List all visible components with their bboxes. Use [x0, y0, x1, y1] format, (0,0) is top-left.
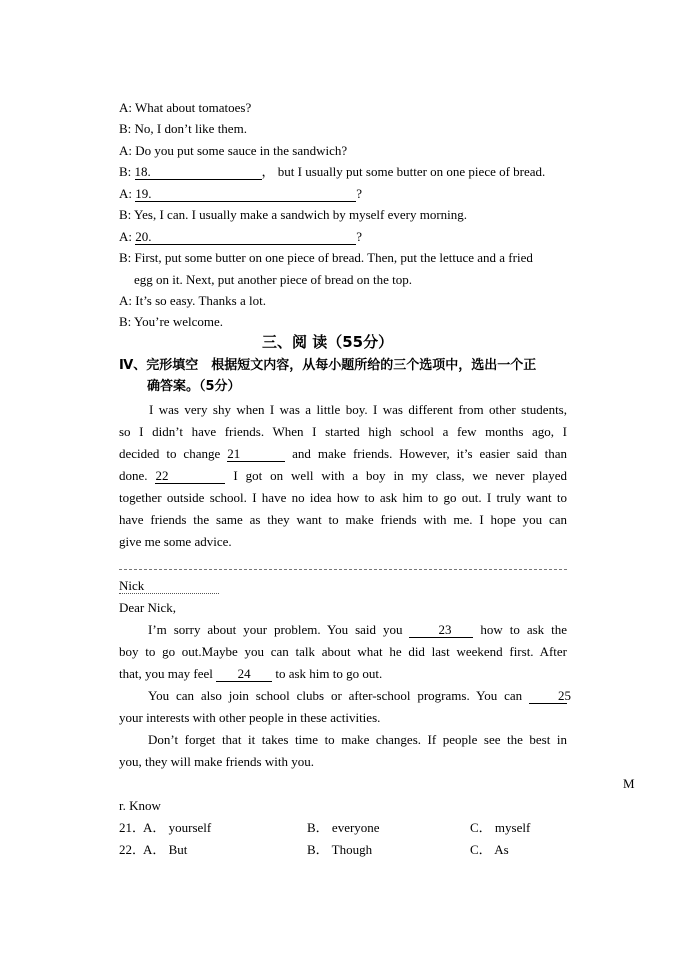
- dialogue-line-5: [119, 186, 362, 202]
- dialogue-line-8b: egg on it. Next, put another piece of bread on the top.: [134, 272, 412, 287]
- reply-line-1-post: how to ask the: [473, 622, 567, 637]
- option-c: C． myself: [470, 820, 531, 835]
- reply-line-4: [119, 688, 571, 704]
- dialogue-line-4-rest: ， but I usually put some butter on one piece of bread.: [261, 164, 546, 179]
- reply-line-1: [119, 622, 567, 638]
- reply-greeting: Dear Nick,: [119, 600, 177, 615]
- letter-line-3-pre: decided to change: [119, 446, 228, 461]
- section-4-instruction-1: Ⅳ、完形填空 根据短文内容，从每小题所给的三个选项中，选出一个正: [119, 358, 537, 373]
- reply-sign-rest: r. Know: [119, 798, 161, 813]
- blank-21: 21: [227, 447, 285, 462]
- question-mark: ?: [356, 186, 363, 201]
- letter-line-4-post: I got on well with a boy in my class, we never played: [225, 468, 567, 483]
- dialogue-line-2: B: No, I don’t like them.: [119, 121, 247, 136]
- letter-line-4: [119, 468, 567, 484]
- letter-line-7: give me some advice.: [119, 534, 232, 549]
- blank-25: 25: [529, 689, 567, 704]
- dashed-divider: [119, 569, 567, 570]
- letter-line-3-post: and make friends. However, it’s easier said than: [285, 446, 567, 461]
- question-mark: ?: [356, 229, 363, 244]
- option-b: B． Though: [307, 842, 373, 857]
- speaker-label: A:: [119, 229, 136, 244]
- signature-line: [119, 578, 219, 594]
- question-22: [119, 842, 509, 858]
- blank-24: 24: [216, 667, 272, 682]
- reply-line-7: you, they will make friends with you.: [119, 754, 314, 769]
- option-b: B． everyone: [307, 820, 380, 835]
- letter-line-5: together outside school. I have no idea how to ask him to go out. I truly want to: [119, 490, 567, 505]
- speaker-label: A:: [119, 186, 136, 201]
- reply-line-3: [119, 666, 382, 682]
- letter-line-3: [119, 446, 567, 462]
- blank-19: 19.: [135, 187, 356, 202]
- reply-line-3-post: to ask him to go out.: [272, 666, 383, 681]
- reply-line-3-pre: that, you may feel: [119, 666, 217, 681]
- dialogue-line-4: [119, 164, 545, 180]
- reply-line-4-pre: You can also join school clubs or after-school programs. You can: [148, 688, 529, 703]
- blank-18: 18.: [135, 165, 262, 180]
- letter-line-4-pre: done.: [119, 468, 156, 483]
- speaker-label: B:: [119, 164, 135, 179]
- dialogue-line-10: B: You’re welcome.: [119, 314, 223, 329]
- reply-line-2: boy to go out.Maybe you can talk about what he did last weekend first. After: [119, 644, 567, 659]
- dialogue-line-7: [119, 229, 362, 245]
- blank-20: 20.: [135, 230, 356, 245]
- section-4-instruction-2: 确答案。（5分）: [147, 379, 241, 394]
- reply-sign-m: M: [623, 776, 635, 791]
- signature-nick: Nick: [119, 579, 219, 594]
- reply-line-1-pre: I’m sorry about your problem. You said you: [148, 622, 410, 637]
- option-a: A． yourself: [143, 820, 212, 835]
- dialogue-line-6: B: Yes, I can. I usually make a sandwich by myself every morning.: [119, 207, 468, 222]
- blank-22: 22: [155, 469, 225, 484]
- reply-line-6: Don’t forget that it takes time to make changes. If people see the best in: [148, 732, 567, 747]
- question-number: 22．: [119, 842, 146, 857]
- dialogue-line-3: A: Do you put some sauce in the sandwich?: [119, 143, 348, 158]
- dialogue-line-1: A: What about tomatoes?: [119, 100, 252, 115]
- question-21: [119, 820, 530, 836]
- letter-line-1: I was very shy when I was a little boy. I was different from other students,: [149, 402, 567, 417]
- question-number: 21．: [119, 820, 146, 835]
- option-c: C． As: [470, 842, 509, 857]
- option-a: A． But: [143, 842, 188, 857]
- dialogue-line-9: A: It’s so easy. Thanks a lot.: [119, 293, 266, 308]
- section-heading: 三、阅 读（55分）: [262, 333, 394, 351]
- blank-23: 23: [409, 623, 473, 638]
- dialogue-line-8a: B: First, put some butter on one piece of bread. Then, put the lettuce and a fried: [119, 250, 533, 265]
- letter-line-2: so I didn’t have friends. When I started high school a few months ago, I: [119, 424, 567, 439]
- reply-line-5: your interests with other people in these activities.: [119, 710, 381, 725]
- letter-line-6: have friends the same as they want to make friends with me. I hope you can: [119, 512, 567, 527]
